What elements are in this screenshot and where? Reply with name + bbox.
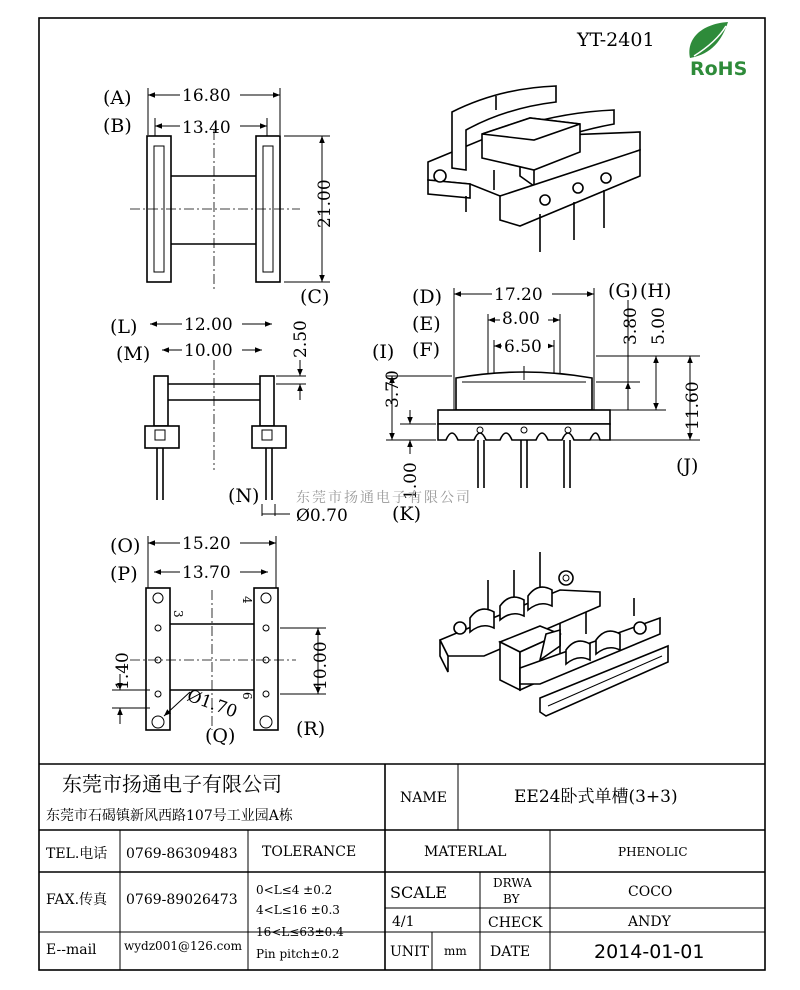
label-K: (K) [392,503,422,525]
name-label: NAME [400,790,447,806]
isometric-view-top [428,86,640,252]
label-O: (O) [110,535,141,557]
dim-A: 16.80 [182,86,231,106]
label-Q: (Q) [205,725,236,747]
label-L: (L) [110,316,138,338]
part-number: YT-2401 [577,29,655,51]
dim-pitch-side: 1.40 [113,652,133,690]
dim-M: 10.00 [184,341,233,361]
dim-Q: Ø1.70 [184,685,240,723]
fax-value: 0769-89026473 [126,892,238,908]
name-value: EE24卧式单槽(3+3) [514,787,678,807]
date-value: 2014-01-01 [594,941,705,963]
pin-number-6: 6 [240,692,254,700]
dim-R: 10.00 [311,641,331,690]
dim-L-side: 2.50 [291,320,311,358]
unit-value: mm [444,944,467,958]
label-M: (M) [116,343,151,365]
check-label: CHECK [488,915,543,931]
dim-P: 13.70 [182,563,231,583]
dim-H: 5.00 [649,307,669,345]
material-value: PHENOLIC [618,845,688,859]
dim-E: 8.00 [502,309,540,329]
scale-value: 4/1 [392,914,415,930]
company-name: 东莞市扬通电子有限公司 [62,772,282,796]
tolerance-row-2: 4<L≤16 ±0.3 [256,903,340,917]
dim-N: Ø0.70 [296,506,348,526]
email-value: wydz001@126.com [124,939,243,953]
bottom-view [110,532,331,747]
label-N: (N) [228,485,260,507]
label-G: (G) [608,280,639,302]
date-label: DATE [490,944,531,960]
front-view [372,280,703,525]
tel-label: TEL.电话 [46,846,108,862]
label-J: (J) [676,455,699,477]
dim-B: 13.40 [182,118,231,138]
tolerance-row-4: Pin pitch±0.2 [256,947,340,961]
label-C: (C) [300,286,330,308]
company-address: 东莞市石碣镇新风西路107号工业园A栋 [46,808,293,824]
label-A: (A) [103,87,132,109]
dim-O: 15.20 [182,534,231,554]
dim-J: 11.60 [683,381,703,430]
tel-value: 0769-86309483 [126,846,238,862]
scale-label: SCALE [390,883,448,902]
pin-number-4: 4 [240,596,254,604]
unit-label: UNIT [390,944,429,960]
dim-K: 1.00 [401,462,421,500]
isometric-view-bottom [440,552,668,716]
dim-F: 6.50 [504,337,542,357]
label-E: (E) [412,313,441,335]
label-R: (R) [296,718,326,740]
rohs-logo [689,22,747,80]
watermark: 东莞市扬通电子有限公司 [296,490,472,506]
dim-G: 3.80 [621,307,641,345]
label-F: (F) [412,339,441,361]
label-H: (H) [640,280,672,302]
dim-D: 17.20 [494,285,543,305]
tolerance-row-3: 16<L≤63±0.4 [256,925,344,939]
top-view [103,84,335,308]
material-label: MATERLAL [424,844,507,860]
tolerance-label: TOLERANCE [262,844,357,860]
email-label: E--mail [46,942,97,958]
label-B: (B) [103,115,132,137]
fax-label: FAX.传真 [46,892,108,908]
dim-I: 3.70 [383,370,403,408]
check-value: ANDY [628,914,671,930]
dim-C: 21.00 [315,179,335,228]
drawn-by-label-2: BY [503,892,520,906]
label-D: (D) [412,286,443,308]
label-P: (P) [110,563,138,585]
label-I: (I) [372,341,395,363]
dim-L: 12.00 [184,315,233,335]
drawn-by-label-1: DRWA [493,876,532,890]
tolerance-row-1: 0<L≤4 ±0.2 [256,883,333,897]
title-block [39,764,765,970]
drawn-by-value: COCO [628,884,673,900]
pin-number-3: 3 [171,610,185,618]
rohs-text: RoHS [690,58,748,80]
